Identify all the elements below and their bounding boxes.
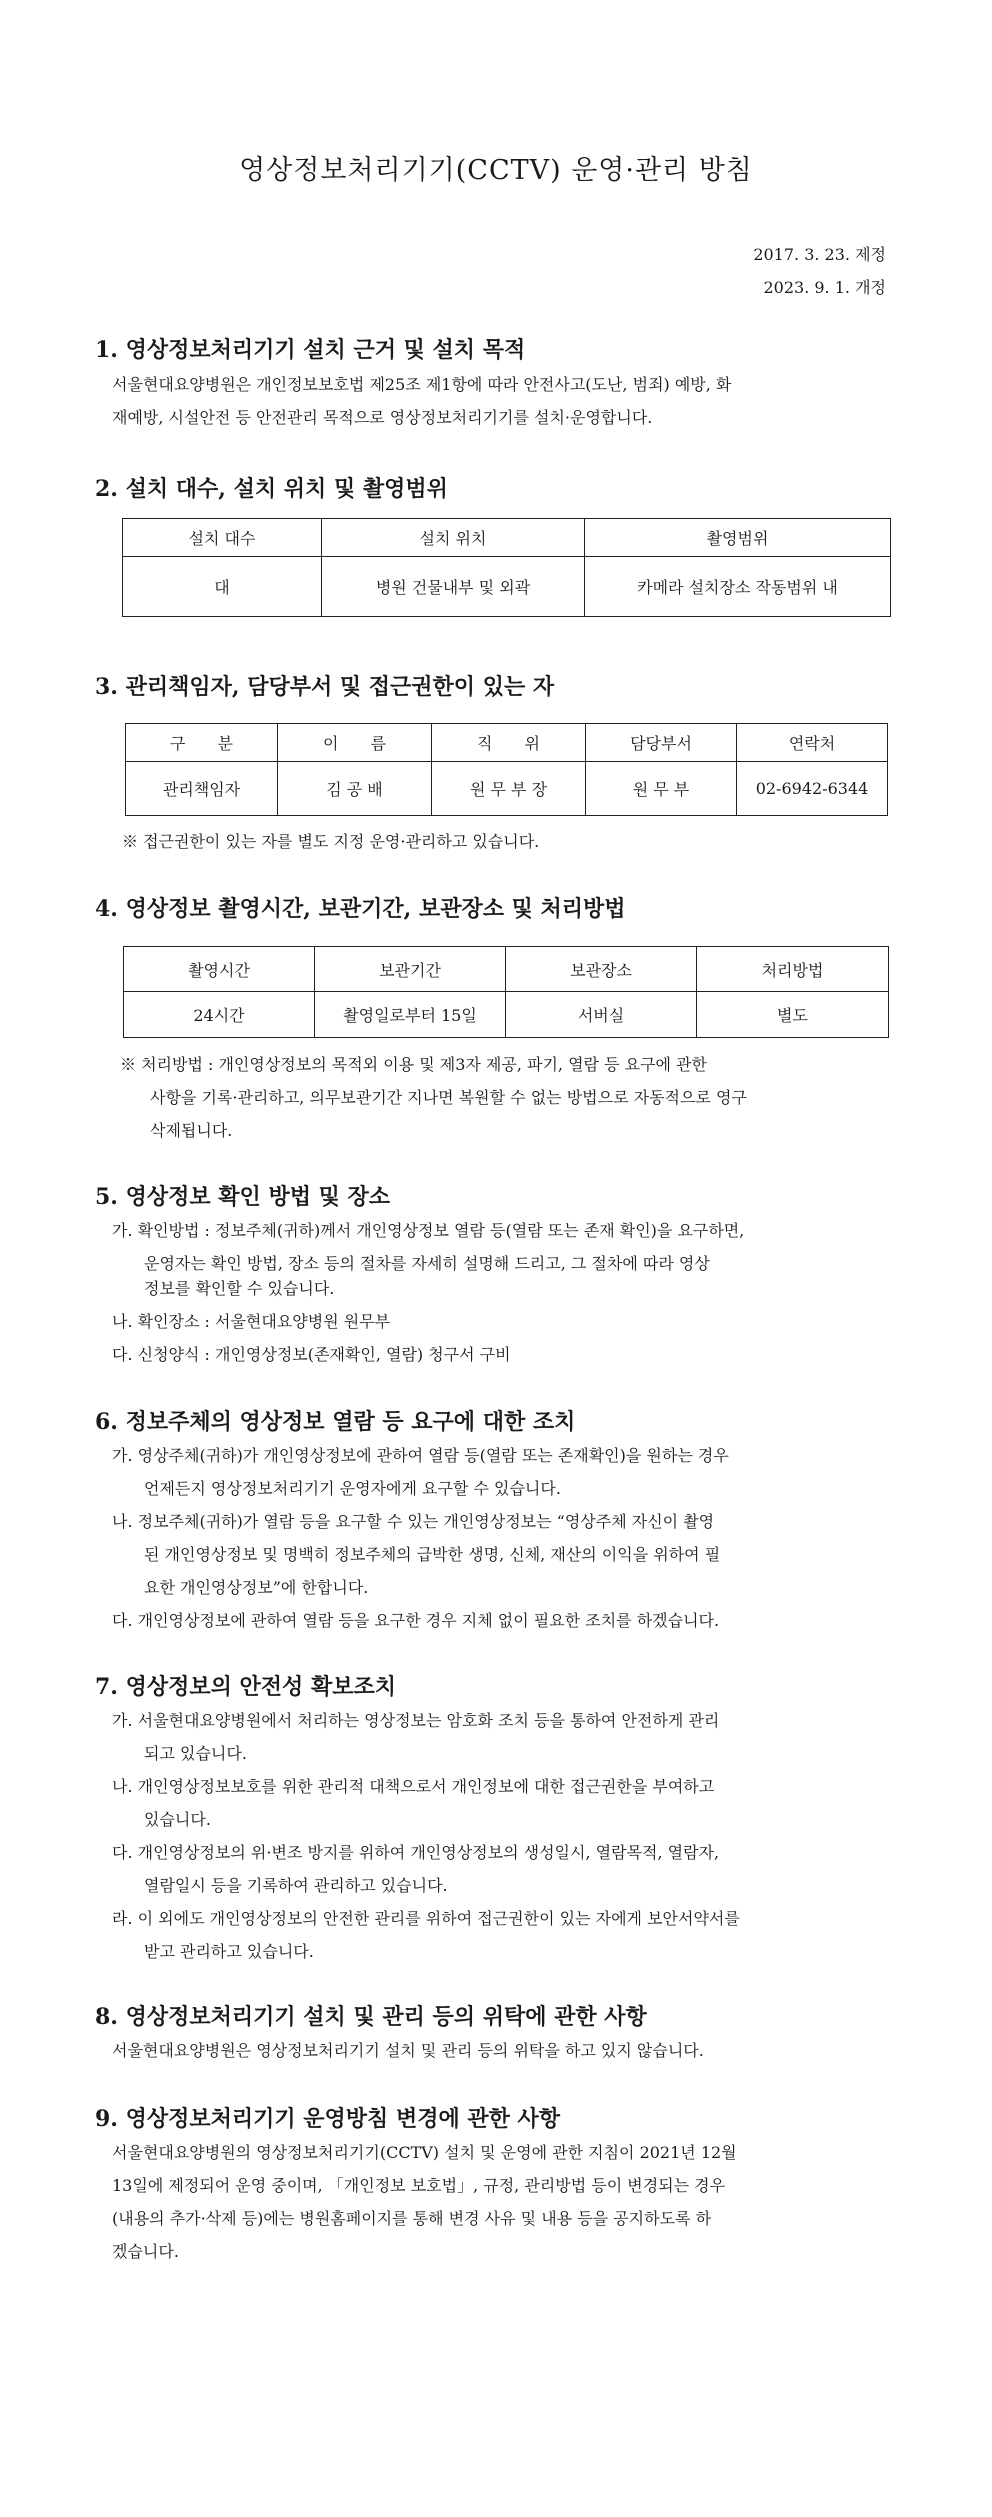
section-7-item-b-line-2: 있습니다.: [144, 1810, 211, 1829]
section-5-item-b: 나. 확인장소 : 서울현대요양병원 원무부: [112, 1312, 391, 1331]
table-cell: 02-6942-6344: [737, 762, 888, 816]
table-header-cell: 구 분: [126, 724, 278, 762]
enacted-date: 2017. 3. 23. 제정: [753, 245, 886, 264]
table-cell: 별도: [697, 992, 889, 1038]
section-7-heading: 7. 영상정보의 안전성 확보조치: [95, 1674, 396, 1700]
section-7-item-c-line-1: 다. 개인영상정보의 위·변조 방지를 위하여 개인영상정보의 생성일시, 열람목적, 열람자,: [112, 1843, 720, 1862]
table-header-cell: 이 름: [278, 724, 432, 762]
table-row: [123, 557, 891, 617]
section-9-text-line-2: 13일에 제정되어 운영 중이며, 「개인정보 보호법」, 규정, 관리방법 등이 변경되는 경우: [112, 2176, 726, 2195]
section-6-item-b-line-1: 나. 정보주체(귀하)가 열람 등을 요구할 수 있는 개인영상정보는 “영상주체 자신이 촬영: [112, 1512, 715, 1531]
section-6-item-b-line-3: 요한 개인영상정보”에 한합니다.: [144, 1578, 369, 1597]
section-2-heading: 2. 설치 대수, 설치 위치 및 촬영범위: [95, 476, 448, 502]
section-7-item-a-line-1: 가. 서울현대요양병원에서 처리하는 영상정보는 암호화 조치 등을 통하여 안전하게 관리: [112, 1711, 720, 1730]
table-cell: 촬영일로부터 15일: [315, 992, 506, 1038]
section-7-item-d-line-2: 받고 관리하고 있습니다.: [144, 1942, 314, 1961]
section-5-heading: 5. 영상정보 확인 방법 및 장소: [95, 1184, 391, 1210]
table-cell: 병원 건물내부 및 외곽: [322, 557, 585, 617]
table-header-cell: 설치 대수: [123, 519, 322, 557]
section-6-item-c: 다. 개인영상정보에 관하여 열람 등을 요구한 경우 지체 없이 필요한 조치를 하겠습니다.: [112, 1611, 720, 1630]
section-9-text-line-4: 겠습니다.: [112, 2242, 179, 2261]
section-5-item-a-line-2: 운영자는 확인 방법, 장소 등의 절차를 자세히 설명해 드리고, 그 절차에 따라 영상: [144, 1254, 710, 1273]
section-6-item-a-line-2: 언제든지 영상정보처리기기 운영자에게 요구할 수 있습니다.: [144, 1479, 561, 1498]
retention-table: [123, 946, 889, 1038]
table-header-row: [123, 519, 891, 557]
table-cell: 대: [123, 557, 322, 617]
table-header-cell: 직 위: [432, 724, 586, 762]
section-9-text-line-1: 서울현대요양병원의 영상정보처리기기(CCTV) 설치 및 운영에 관한 지침이 2021년 12월: [112, 2143, 737, 2162]
table-cell: 서버실: [506, 992, 697, 1038]
section-1-heading: 1. 영상정보처리기기 설치 근거 및 설치 목적: [95, 337, 526, 363]
table-cell: 원 무 부 장: [432, 762, 586, 816]
table-header-cell: 촬영시간: [124, 947, 315, 992]
table-header-cell: 설치 위치: [322, 519, 585, 557]
revised-date: 2023. 9. 1. 개정: [763, 278, 886, 297]
section-9-text-line-3: (내용의 추가·삭제 등)에는 병원홈페이지를 통해 변경 사유 및 내용 등을 공지하도록 하: [112, 2209, 712, 2228]
section-4-heading: 4. 영상정보 촬영시간, 보관기간, 보관장소 및 처리방법: [95, 896, 626, 922]
section-3-heading: 3. 관리책임자, 담당부서 및 접근권한이 있는 자: [95, 674, 555, 700]
section-7-item-b-line-1: 나. 개인영상정보보호를 위한 관리적 대책으로서 개인정보에 대한 접근권한을 부여하고: [112, 1777, 715, 1796]
table-header-cell: 보관기간: [315, 947, 506, 992]
revision-dates: [753, 238, 886, 304]
section-1-text-line-2: 재예방, 시설안전 등 안전관리 목적으로 영상정보처리기기를 설치·운영합니다.: [112, 408, 653, 427]
section-3-note: ※ 접근권한이 있는 자를 별도 지정 운영·관리하고 있습니다.: [122, 832, 540, 851]
table-cell: 24시간: [124, 992, 315, 1038]
table-header-cell: 보관장소: [506, 947, 697, 992]
table-row: [124, 992, 889, 1038]
section-6-item-b-line-2: 된 개인영상정보 및 명백히 정보주체의 급박한 생명, 신체, 재산의 이익을 위하여 필: [144, 1545, 721, 1564]
section-9-heading: 9. 영상정보처리기기 운영방침 변경에 관한 사항: [95, 2106, 561, 2132]
manager-table: [125, 723, 888, 816]
table-header-row: [126, 724, 888, 762]
section-1-text-line-1: 서울현대요양병원은 개인정보보호법 제25조 제1항에 따라 안전사고(도난, 범죄) 예방, 화: [112, 375, 732, 394]
table-header-cell: 촬영범위: [585, 519, 891, 557]
section-5-item-c: 다. 신청양식 : 개인영상정보(존재확인, 열람) 청구서 구비: [112, 1345, 511, 1364]
table-header-cell: 담당부서: [586, 724, 737, 762]
section-4-note-line-2: 사항을 기록·관리하고, 의무보관기간 지나면 복원할 수 없는 방법으로 자동적으로 영구: [150, 1088, 747, 1107]
table-header-cell: 연락처: [737, 724, 888, 762]
table-row: [126, 762, 888, 816]
table-header-cell: 처리방법: [697, 947, 889, 992]
section-6-item-a-line-1: 가. 영상주체(귀하)가 개인영상정보에 관하여 열람 등(열람 또는 존재확인)을 원하는 경우: [112, 1446, 729, 1465]
section-5-item-a-line-1: 가. 확인방법 : 정보주체(귀하)께서 개인영상정보 열람 등(열람 또는 존재 확인)을 요구하면,: [112, 1221, 745, 1240]
document-title: 영상정보처리기기(CCTV) 운영·관리 방침: [239, 155, 753, 186]
section-7-item-d-line-1: 라. 이 외에도 개인영상정보의 안전한 관리를 위하여 접근권한이 있는 자에게 보안서약서를: [112, 1909, 740, 1928]
section-4-note-line-1: ※ 처리방법 : 개인영상정보의 목적외 이용 및 제3자 제공, 파기, 열람 등 요구에 관한: [120, 1055, 707, 1074]
section-4-note-line-3: 삭제됩니다.: [150, 1121, 233, 1140]
installation-table: [122, 518, 891, 617]
section-7-item-c-line-2: 열람일시 등을 기록하여 관리하고 있습니다.: [144, 1876, 448, 1895]
table-header-row: [124, 947, 889, 992]
table-cell: 관리책임자: [126, 762, 278, 816]
section-5-item-a-line-3: 정보를 확인할 수 있습니다.: [144, 1279, 335, 1298]
section-7-item-a-line-2: 되고 있습니다.: [144, 1744, 247, 1763]
table-cell: 원 무 부: [586, 762, 737, 816]
section-8-text: 서울현대요양병원은 영상정보처리기기 설치 및 관리 등의 위탁을 하고 있지 않습니다.: [112, 2041, 704, 2060]
section-8-heading: 8. 영상정보처리기기 설치 및 관리 등의 위탁에 관한 사항: [95, 2004, 647, 2030]
table-cell: 카메라 설치장소 작동범위 내: [585, 557, 891, 617]
table-cell: 김 공 배: [278, 762, 432, 816]
section-6-heading: 6. 정보주체의 영상정보 열람 등 요구에 대한 조치: [95, 1409, 576, 1435]
